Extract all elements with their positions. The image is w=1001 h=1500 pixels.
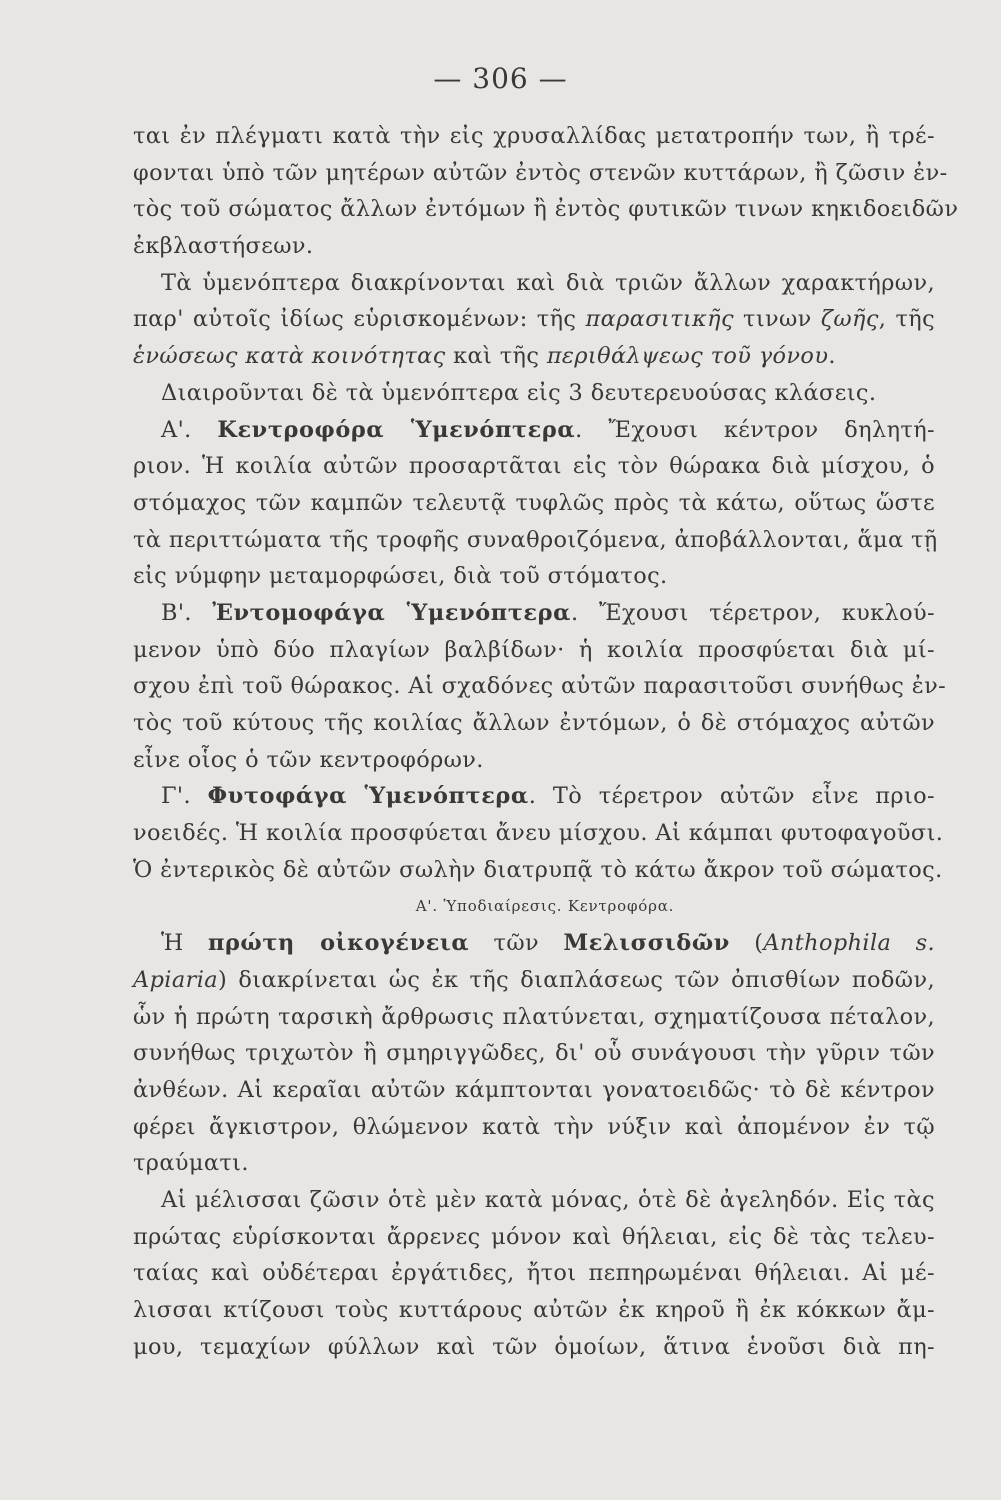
text-segment: φέρει ἄγκιστρον, θλώμενον κατὰ τὴν νύξιν καὶ ἀπομένον ἐν τῷ xyxy=(133,1113,935,1140)
text-line xyxy=(133,962,935,999)
text-segment: τὸς τοῦ κύτους τῆς κοιλίας ἄλλων ἐντόμων, ὁ δὲ στόμαχος αὐτῶν xyxy=(133,710,935,736)
text-line xyxy=(133,1292,935,1329)
text-segment: Γ'. xyxy=(161,783,208,810)
text-segment: καὶ τῆς xyxy=(445,343,547,370)
text-segment: εἰς νύμφην μεταμορφώσει, διὰ τοῦ στόματος. xyxy=(133,563,668,590)
text-segment: . xyxy=(828,343,836,370)
text-segment: πρώτας εὑρίσκονται ἄρρενες μόνον καὶ θήλειαι, εἰς δὲ τὰς τελευ- xyxy=(133,1223,935,1250)
text-line xyxy=(133,742,935,779)
text-line xyxy=(133,668,947,705)
text-segment: ριον. Ἡ κοιλία αὐτῶν προσαρτᾶται εἰς τὸν θώρακα διὰ μίσχου, ὁ xyxy=(133,453,935,480)
text-segment: ἀνθέων. Αἱ κεραῖαι αὐτῶν κάμπτονται γονατοειδῶς· τὸ δὲ κέντρον xyxy=(133,1076,935,1103)
text-line: τὸς τοῦ σώματος ἄλλων ἐντόμων ἢ ἐντὸς φυτικῶν τινων κηκιδοειδῶν xyxy=(133,196,959,223)
italic-term: ἑνώσεως κατὰ κοινότητας xyxy=(133,343,446,370)
bold-term: πρώτη οἰκογένεια xyxy=(207,930,470,957)
bold-term: Μελισσιδῶν xyxy=(563,930,730,957)
text-line xyxy=(133,999,935,1036)
text-line: φονται ὑπὸ τῶν μητέρων αὐτῶν ἐντὸς στενῶν κυττάρων, ἢ ζῶσιν ἐν- xyxy=(133,159,948,186)
text-segment: σχου ἐπὶ τοῦ θώρακος. Αἱ σχαδόνες αὐτῶν παρασιτοῦσι συνήθως ἐν- xyxy=(133,673,947,700)
text-line xyxy=(133,375,935,412)
text-segment: τραύματι. xyxy=(133,1150,249,1177)
text-line xyxy=(133,1329,935,1366)
italic-term: παρασιτικῆς xyxy=(585,306,734,333)
text-segment: ταίας καὶ οὐδέτεραι ἐργάτιδες, ἤτοι πεπηρωμέναι θήλειαι. Αἱ μέ- xyxy=(133,1260,935,1287)
text-segment: μενον ὑπὸ δύο πλαγίων βαλβίδων· ἡ κοιλία προσφύεται διὰ μί- xyxy=(133,636,935,663)
text-line xyxy=(133,1035,935,1072)
body-text xyxy=(133,118,959,1365)
text-line xyxy=(133,852,943,889)
text-line xyxy=(133,558,935,595)
text-segment: νοειδές. Ἡ κοιλία προσφύεται ἄνευ μίσχου. Αἱ κάμπαι φυτοφαγοῦσι. xyxy=(133,820,944,847)
text-line: ται ἐν πλέγματι κατὰ τὴν εἰς χρυσαλλίδας μετατροπήν των, ἢ τρέ- xyxy=(133,123,935,149)
text-line: ἐκβλαστήσεων. xyxy=(133,233,314,260)
text-segment: τῶν xyxy=(469,930,564,957)
text-segment: στόμαχος τῶν καμπῶν τελευτᾷ τυφλῶς πρὸς τὰ κάτω, οὕτως ὥστε xyxy=(133,489,935,516)
text-segment: Β'. xyxy=(161,599,213,626)
text-segment: μου, τεμαχίων φύλλων καὶ τῶν ὁμοίων, ἅτινα ἑνοῦσι διὰ πη- xyxy=(133,1333,935,1360)
text-line xyxy=(133,778,935,815)
text-segment: . Τὸ τέρετρον αὐτῶν εἶνε πριο- xyxy=(528,783,935,810)
bold-term: Κεντροφόρα Ὑμενόπτερα xyxy=(217,416,576,443)
text-line xyxy=(133,1072,935,1109)
text-segment: , τῆς xyxy=(878,306,936,333)
subsection-heading: Α'. Ὑποδιαίρεσις. Κεντροφόρα. xyxy=(415,897,675,916)
text-segment: ) διακρίνεται ὡς ἐκ τῆς διαπλάσεως τῶν ὀπισθίων ποδῶν, xyxy=(218,966,935,993)
text-line xyxy=(133,1219,935,1256)
text-line xyxy=(133,705,935,742)
text-segment: Α'. xyxy=(161,416,218,443)
text-line xyxy=(133,522,938,559)
text-line xyxy=(133,448,935,485)
text-line xyxy=(133,815,944,852)
text-segment: . Ἔχουσι τέρετρον, κυκλού- xyxy=(570,599,935,626)
text-segment: λισσαι κτίζουσι τοὺς κυττάρους αὐτῶν ἐκ κηροῦ ἢ ἐκ κόκκων ἄμ- xyxy=(133,1297,935,1323)
text-line xyxy=(133,595,935,632)
text-segment: Ὁ ἐντερικὸς δὲ αὐτῶν σωλὴν διατρυπᾷ τὸ κάτω ἄκρον τοῦ σώματος. xyxy=(133,856,943,883)
text-line xyxy=(133,412,935,449)
italic-term: Apiaria xyxy=(133,966,219,993)
italic-term: ζωῆς xyxy=(820,306,879,333)
text-segment: Διαιροῦνται δὲ τὰ ὑμενόπτερα εἰς 3 δευτερευούσας κλάσεις. xyxy=(161,379,877,406)
text-line xyxy=(133,632,935,669)
text-line xyxy=(133,338,935,375)
text-segment: τινων xyxy=(733,306,821,333)
text-segment: εἶνε οἷος ὁ τῶν κεντροφόρων. xyxy=(133,746,484,773)
text-line xyxy=(133,1255,935,1292)
italic-term: Anthophila s. xyxy=(763,930,936,957)
text-segment: Τὰ ὑμενόπτερα διακρίνονται καὶ διὰ τριῶν ἄλλων χαρακτήρων, xyxy=(161,269,935,296)
bold-term: Φυτοφάγα Ὑμενόπτερα xyxy=(207,783,529,810)
text-segment: τὰ περιττώματα τῆς τροφῆς συναθροιζόμενα, ἀποβάλλονται, ἅμα τῇ xyxy=(133,526,938,553)
text-segment: παρ' αὐτοῖς ἰδίως εὑρισκομένων: τῆς xyxy=(133,306,586,333)
text-line xyxy=(133,925,935,962)
page-number: — 306 — xyxy=(433,62,568,95)
text-segment: ( xyxy=(729,930,764,957)
text-line xyxy=(133,1145,935,1182)
text-segment: συνήθως τριχωτὸν ἢ σμηριγγῶδες, δι' οὗ συνάγουσι τὴν γῦριν τῶν xyxy=(133,1040,935,1067)
text-line xyxy=(133,265,935,302)
text-segment: Αἱ μέλισσαι ζῶσιν ὁτὲ μὲν κατὰ μόνας, ὁτὲ δὲ ἀγεληδόν. Εἰς τὰς xyxy=(161,1186,935,1213)
text-line xyxy=(133,485,935,522)
italic-term: περιθάλψεως τοῦ γόνου xyxy=(546,343,829,370)
text-segment: ὧν ἡ πρώτη ταρσικὴ ἄρθρωσις πλατύνεται, σχηματίζουσα πέταλον, xyxy=(133,1003,935,1030)
text-segment: Ἡ xyxy=(161,930,208,957)
text-line xyxy=(133,1182,935,1219)
bold-term: Ἐντομοφάγα Ὑμενόπτερα xyxy=(212,599,571,626)
text-line xyxy=(133,301,935,338)
text-segment: . Ἔχουσι κέντρον δηλητή- xyxy=(575,416,935,443)
text-line xyxy=(133,1109,935,1146)
